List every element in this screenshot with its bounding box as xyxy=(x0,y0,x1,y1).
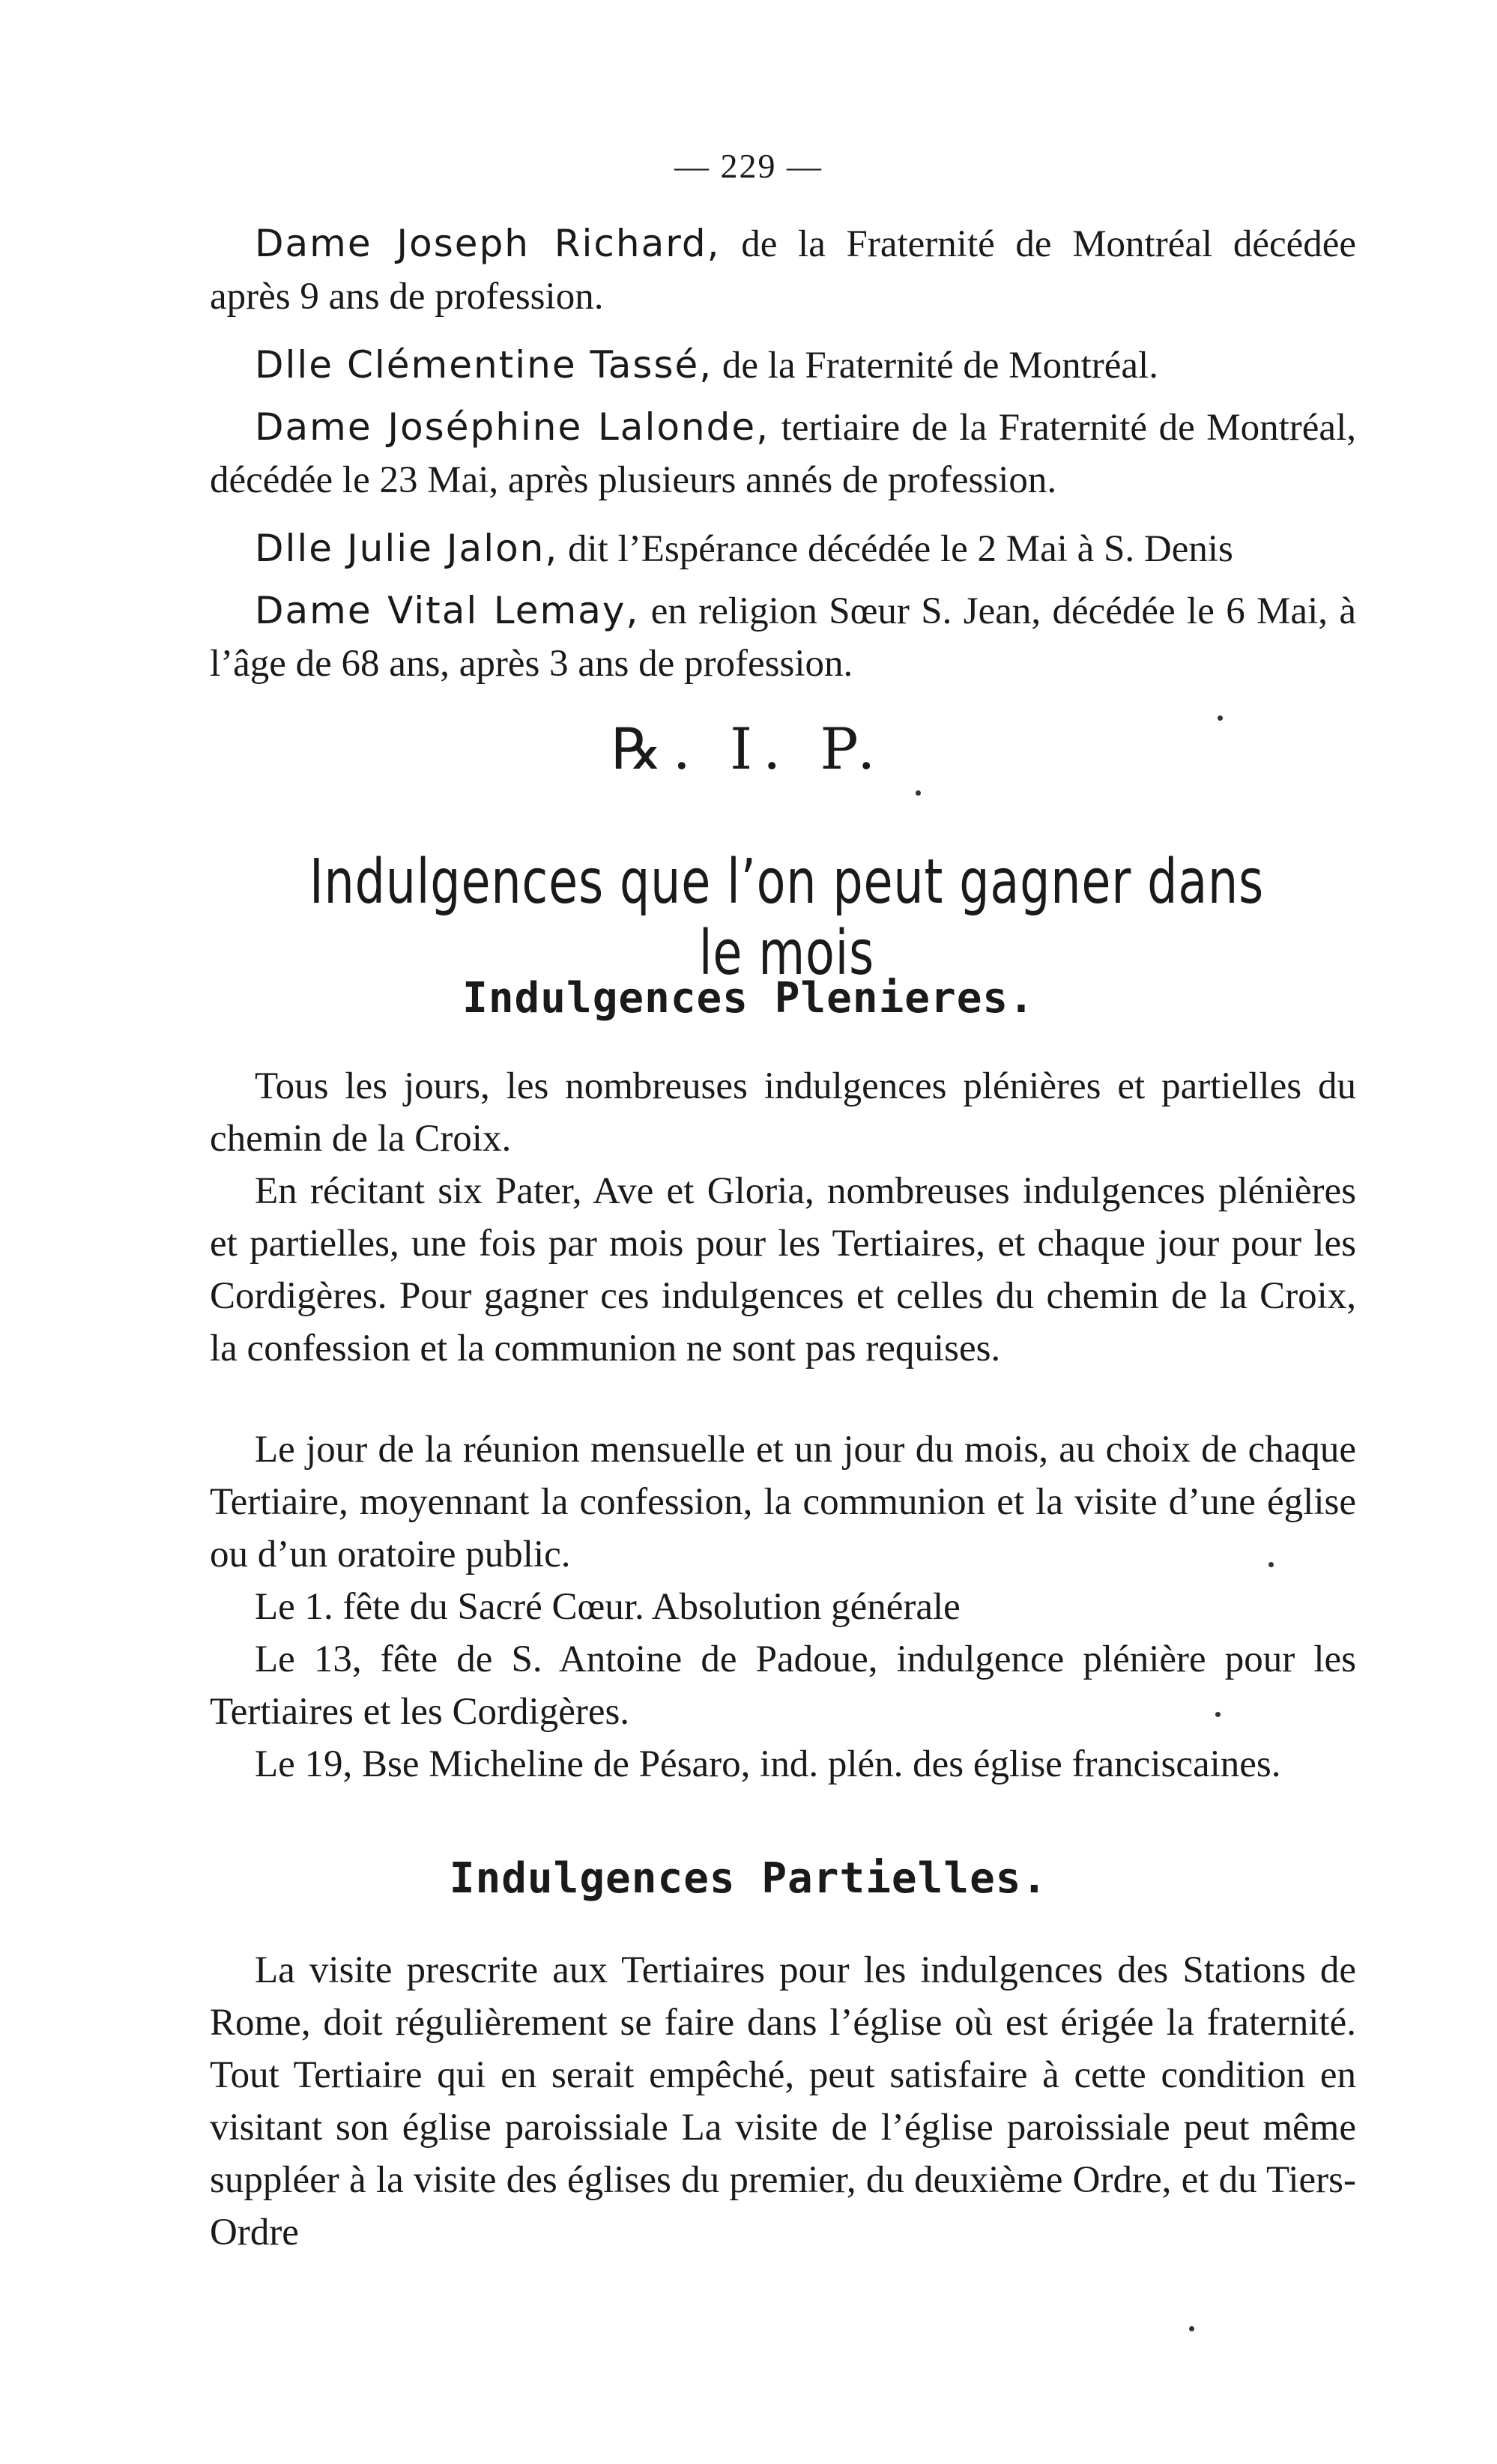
page-number: — 229 — xyxy=(674,147,823,185)
obituary-text: de la Fraternité de Montréal. xyxy=(713,345,1158,387)
obituary-name: Dame Vital Lemay, xyxy=(255,589,640,632)
plenary-heading: Indulgences Plenieres. xyxy=(462,974,1035,1023)
plenary-paragraph: Le jour de la réunion mensuelle et un jour du mois, au choix de chaque Tertiaire, moyennant la confession, la communion et la visite d’une église ou d’un oratoire public. xyxy=(210,1429,1356,1575)
obituary-entry xyxy=(210,584,1356,690)
plenary-paragraph: Le 13, fête de S. Antoine de Padoue, indulgence plénière pour les Tertiaires et les Cordigères. xyxy=(210,1638,1356,1733)
print-speck xyxy=(1218,715,1223,721)
obituary-entry xyxy=(210,401,1356,506)
print-speck xyxy=(916,790,921,796)
obituary-name: Dlle Julie Jalon, xyxy=(255,527,559,570)
plenary-paragraph: Le 19, Bse Micheline de Pésaro, ind. plén. des église franciscaines. xyxy=(255,1743,1281,1785)
plenary-paragraph: Tous les jours, les nombreuses indulgences plénières et partielles du chemin de la Croix. xyxy=(210,1065,1356,1160)
print-speck xyxy=(1215,1712,1221,1717)
print-speck xyxy=(1268,1562,1274,1567)
obituary-text: de la Fraternité de Montréal décédée après 9 ans de profession. xyxy=(210,223,1356,318)
rip-line: ℞. I. P. xyxy=(611,715,886,782)
obituary-entry xyxy=(210,522,1356,575)
obituary-entry xyxy=(210,217,1356,323)
partial-heading: Indulgences Partielles. xyxy=(449,1854,1048,1903)
print-speck xyxy=(1189,2326,1194,2331)
obituary-text: dit l’Espérance décédée le 2 Mai à S. Denis xyxy=(558,528,1233,570)
obituary-name: Dlle Clémentine Tassé, xyxy=(255,343,713,387)
partial-paragraph: La visite prescrite aux Tertiaires pour les indulgences des Stations de Rome, doit régulièrement se faire dans l’église où est érigée la fraternité. Tout Tertiaire qui en serait empêché, peut satisfaire à cette condition en visitant son église paroissiale La visite de l’église paroissiale peut même suppléer à la visite des églises du premier, du deuxième Ordre, et du Tiers-Ordre xyxy=(210,1949,1356,2253)
obituary-name: Dame Joséphine Lalonde, xyxy=(255,405,770,449)
obituary-text: en religion Sœur S. Jean, décédée le 6 Mai, à l’âge de 68 ans, après 3 ans de profession. xyxy=(210,590,1356,685)
plenary-paragraph: Le 1. fête du Sacré Cœur. Absolution générale xyxy=(255,1586,961,1628)
obituary-entry xyxy=(210,339,1356,392)
obituary-name: Dame Joseph Richard, xyxy=(255,222,721,265)
obituary-text: tertiaire de la Fraternité de Montréal, décédée le 23 Mai, après plusieurs annés de profession. xyxy=(210,407,1356,501)
section-title: Indulgences que l’on peut gagner dans le mois xyxy=(309,847,1265,989)
plenary-paragraph: En récitant six Pater, Ave et Gloria, nombreuses indulgences plénières et partielles, une fois par mois pour les Tertiaires, et chaque jour pour les Cordigères. Pour gagner ces indulgences et celles du chemin de la Croix, la confession et la communion ne sont pas requises. xyxy=(210,1170,1356,1369)
